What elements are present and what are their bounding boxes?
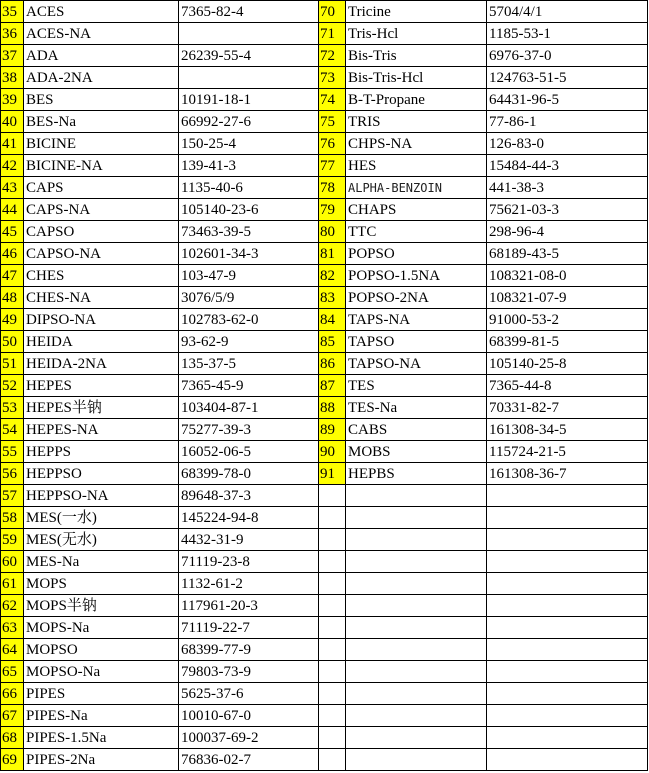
product-name-cell[interactable]: MOPS: [24, 573, 179, 595]
row-number-cell[interactable]: 63: [1, 617, 24, 639]
table-row: [1, 243, 648, 265]
product-name-cell[interactable]: HEPES-NA: [24, 419, 179, 441]
table-row: [1, 309, 648, 331]
cas-number-cell[interactable]: [487, 595, 648, 617]
cas-number-cell[interactable]: 145224-94-8: [179, 507, 319, 529]
product-name-cell[interactable]: MOPS半钠: [24, 595, 179, 617]
cas-number-cell[interactable]: 102601-34-3: [179, 243, 319, 265]
product-name-cell[interactable]: PIPES-1.5Na: [24, 727, 179, 749]
product-name-cell[interactable]: ACES-NA: [24, 23, 179, 45]
cas-number-cell[interactable]: 71119-22-7: [179, 617, 319, 639]
product-name-cell[interactable]: CAPSO-NA: [24, 243, 179, 265]
table-row: [1, 133, 648, 155]
row-number-cell[interactable]: 50: [1, 331, 24, 353]
product-name-cell[interactable]: HEPPSO: [24, 463, 179, 485]
cas-number-cell[interactable]: 117961-20-3: [179, 595, 319, 617]
cas-number-cell[interactable]: [487, 661, 648, 683]
product-name-cell[interactable]: MES(无水): [24, 529, 179, 551]
product-name-cell[interactable]: Bis-Tris: [346, 45, 487, 67]
row-number-cell[interactable]: 65: [1, 661, 24, 683]
row-number-cell[interactable]: 71: [319, 23, 346, 45]
table-body: [1, 1, 648, 771]
cas-number-cell[interactable]: 103-47-9: [179, 265, 319, 287]
table-row: [1, 397, 648, 419]
product-name-cell[interactable]: [346, 705, 487, 727]
cas-number-cell[interactable]: [487, 639, 648, 661]
row-number-cell[interactable]: 90: [319, 441, 346, 463]
cas-number-cell[interactable]: 150-25-4: [179, 133, 319, 155]
product-name-cell[interactable]: [346, 485, 487, 507]
table-row: [1, 331, 648, 353]
table-row: [1, 111, 648, 133]
product-name-cell[interactable]: POPSO-1.5NA: [346, 265, 487, 287]
cas-number-cell[interactable]: 6976-37-0: [487, 45, 648, 67]
cas-number-cell[interactable]: [179, 67, 319, 89]
product-name-cell[interactable]: [346, 595, 487, 617]
cas-number-cell[interactable]: 66992-27-6: [179, 111, 319, 133]
cas-number-cell[interactable]: [487, 705, 648, 727]
product-name-cell[interactable]: [346, 617, 487, 639]
row-number-cell[interactable]: 52: [1, 375, 24, 397]
row-number-cell[interactable]: 49: [1, 309, 24, 331]
cas-number-cell[interactable]: 16052-06-5: [179, 441, 319, 463]
row-number-cell[interactable]: 87: [319, 375, 346, 397]
row-number-cell[interactable]: 68: [1, 727, 24, 749]
cas-number-cell[interactable]: 7365-44-8: [487, 375, 648, 397]
table-row: [1, 529, 648, 551]
row-number-cell[interactable]: 43: [1, 177, 24, 199]
cas-number-cell[interactable]: [487, 573, 648, 595]
product-name-cell[interactable]: MES-Na: [24, 551, 179, 573]
cas-number-cell[interactable]: 70331-82-7: [487, 397, 648, 419]
cas-number-cell[interactable]: 108321-07-9: [487, 287, 648, 309]
cas-number-cell[interactable]: 5625-37-6: [179, 683, 319, 705]
cas-number-cell[interactable]: 1185-53-1: [487, 23, 648, 45]
row-number-cell[interactable]: 70: [319, 1, 346, 23]
product-name-cell[interactable]: TAPSO: [346, 331, 487, 353]
product-name-cell[interactable]: POPSO-2NA: [346, 287, 487, 309]
row-number-cell[interactable]: 84: [319, 309, 346, 331]
cas-number-cell[interactable]: 75621-03-3: [487, 199, 648, 221]
row-number-cell[interactable]: 80: [319, 221, 346, 243]
cas-number-cell[interactable]: 68399-77-9: [179, 639, 319, 661]
table-row: [1, 507, 648, 529]
row-number-cell[interactable]: 60: [1, 551, 24, 573]
product-name-cell[interactable]: MOPSO-Na: [24, 661, 179, 683]
cas-number-cell[interactable]: 10191-18-1: [179, 89, 319, 111]
product-name-cell[interactable]: BES: [24, 89, 179, 111]
table-row: [1, 485, 648, 507]
product-name-cell[interactable]: [346, 683, 487, 705]
row-number-cell[interactable]: 76: [319, 133, 346, 155]
product-name-cell[interactable]: PIPES-Na: [24, 705, 179, 727]
cas-number-cell[interactable]: [487, 727, 648, 749]
cas-number-cell[interactable]: 100037-69-2: [179, 727, 319, 749]
cas-number-cell[interactable]: [487, 551, 648, 573]
product-name-cell[interactable]: [346, 661, 487, 683]
cas-number-cell[interactable]: 79803-73-9: [179, 661, 319, 683]
row-number-cell[interactable]: 86: [319, 353, 346, 375]
row-number-cell[interactable]: 67: [1, 705, 24, 727]
table-row: [1, 573, 648, 595]
row-number-cell[interactable]: 54: [1, 419, 24, 441]
cas-number-cell[interactable]: 105140-25-8: [487, 353, 648, 375]
product-name-cell[interactable]: HEPES: [24, 375, 179, 397]
row-number-cell[interactable]: 53: [1, 397, 24, 419]
row-number-cell[interactable]: [319, 705, 346, 727]
product-name-cell[interactable]: Tris-Hcl: [346, 23, 487, 45]
row-number-cell[interactable]: 81: [319, 243, 346, 265]
row-number-cell[interactable]: 39: [1, 89, 24, 111]
product-name-cell[interactable]: CABS: [346, 419, 487, 441]
row-number-cell[interactable]: 45: [1, 221, 24, 243]
product-name-cell[interactable]: Tricine: [346, 1, 487, 23]
table-row: [1, 199, 648, 221]
product-name-cell[interactable]: HEPES半钠: [24, 397, 179, 419]
product-name-cell[interactable]: Bis-Tris-Hcl: [346, 67, 487, 89]
cas-number-cell[interactable]: 115724-21-5: [487, 441, 648, 463]
cas-number-cell[interactable]: [487, 617, 648, 639]
product-name-cell[interactable]: CAPS: [24, 177, 179, 199]
product-name-cell[interactable]: ALPHA-BENZOIN: [346, 177, 487, 199]
table-row: [1, 683, 648, 705]
row-number-cell[interactable]: 58: [1, 507, 24, 529]
cas-number-cell[interactable]: 1132-61-2: [179, 573, 319, 595]
row-number-cell[interactable]: 79: [319, 199, 346, 221]
cas-number-cell[interactable]: 1135-40-6: [179, 177, 319, 199]
row-number-cell[interactable]: 35: [1, 1, 24, 23]
cas-number-cell[interactable]: 89648-37-3: [179, 485, 319, 507]
row-number-cell[interactable]: [319, 551, 346, 573]
row-number-cell[interactable]: 38: [1, 67, 24, 89]
cas-number-cell[interactable]: [487, 529, 648, 551]
cas-number-cell[interactable]: 108321-08-0: [487, 265, 648, 287]
cas-number-cell[interactable]: 15484-44-3: [487, 155, 648, 177]
cas-number-cell[interactable]: 64431-96-5: [487, 89, 648, 111]
row-number-cell[interactable]: 74: [319, 89, 346, 111]
cas-number-cell[interactable]: 135-37-5: [179, 353, 319, 375]
product-name-cell[interactable]: MOPSO: [24, 639, 179, 661]
cas-number-cell[interactable]: 71119-23-8: [179, 551, 319, 573]
cas-number-cell[interactable]: 68399-78-0: [179, 463, 319, 485]
cas-number-cell[interactable]: 7365-82-4: [179, 1, 319, 23]
row-number-cell[interactable]: 89: [319, 419, 346, 441]
product-name-cell[interactable]: [346, 749, 487, 771]
row-number-cell[interactable]: 42: [1, 155, 24, 177]
row-number-cell[interactable]: [319, 529, 346, 551]
product-name-cell[interactable]: TES: [346, 375, 487, 397]
table-row: [1, 177, 648, 199]
cas-number-cell[interactable]: 124763-51-5: [487, 67, 648, 89]
row-number-cell[interactable]: 40: [1, 111, 24, 133]
product-name-cell[interactable]: POPSO: [346, 243, 487, 265]
product-name-cell[interactable]: CAPSO: [24, 221, 179, 243]
table-row: [1, 705, 648, 727]
cas-number-cell[interactable]: 75277-39-3: [179, 419, 319, 441]
product-name-cell[interactable]: PIPES-2Na: [24, 749, 179, 771]
table-row: [1, 221, 648, 243]
table-row: [1, 89, 648, 111]
table-row: [1, 45, 648, 67]
cas-number-cell[interactable]: 102783-62-0: [179, 309, 319, 331]
product-name-cell[interactable]: TAPS-NA: [346, 309, 487, 331]
row-number-cell[interactable]: 55: [1, 441, 24, 463]
product-name-cell[interactable]: TES-Na: [346, 397, 487, 419]
row-number-cell[interactable]: 72: [319, 45, 346, 67]
product-name-cell[interactable]: MOBS: [346, 441, 487, 463]
table-row: [1, 441, 648, 463]
product-name-cell[interactable]: TRIS: [346, 111, 487, 133]
product-name-cell[interactable]: TTC: [346, 221, 487, 243]
product-name-cell[interactable]: CHES-NA: [24, 287, 179, 309]
table-row: [1, 463, 648, 485]
table-row: [1, 353, 648, 375]
table-row: [1, 749, 648, 771]
table-row: [1, 727, 648, 749]
cas-number-cell[interactable]: 126-83-0: [487, 133, 648, 155]
table-row: [1, 23, 648, 45]
cas-number-cell[interactable]: 5704/4/1: [487, 1, 648, 23]
product-name-cell[interactable]: ADA: [24, 45, 179, 67]
row-number-cell[interactable]: 66: [1, 683, 24, 705]
row-number-cell[interactable]: 47: [1, 265, 24, 287]
row-number-cell[interactable]: 73: [319, 67, 346, 89]
cas-number-cell[interactable]: [487, 485, 648, 507]
row-number-cell[interactable]: [319, 617, 346, 639]
row-number-cell[interactable]: 88: [319, 397, 346, 419]
row-number-cell[interactable]: 75: [319, 111, 346, 133]
product-name-cell[interactable]: HEIDA-2NA: [24, 353, 179, 375]
row-number-cell[interactable]: 51: [1, 353, 24, 375]
table-row: [1, 595, 648, 617]
cas-number-cell[interactable]: 93-62-9: [179, 331, 319, 353]
row-number-cell[interactable]: [319, 507, 346, 529]
product-name-cell[interactable]: [346, 727, 487, 749]
cas-number-cell[interactable]: 139-41-3: [179, 155, 319, 177]
row-number-cell[interactable]: [319, 749, 346, 771]
product-name-cell[interactable]: HEPPS: [24, 441, 179, 463]
row-number-cell[interactable]: 61: [1, 573, 24, 595]
row-number-cell[interactable]: 83: [319, 287, 346, 309]
row-number-cell[interactable]: 91: [319, 463, 346, 485]
product-name-cell[interactable]: B-T-Propane: [346, 89, 487, 111]
product-name-cell[interactable]: HEPBS: [346, 463, 487, 485]
cas-number-cell[interactable]: [487, 683, 648, 705]
row-number-cell[interactable]: 62: [1, 595, 24, 617]
product-name-cell[interactable]: CAPS-NA: [24, 199, 179, 221]
cas-number-cell[interactable]: 77-86-1: [487, 111, 648, 133]
cas-number-cell[interactable]: 76836-02-7: [179, 749, 319, 771]
cas-number-cell[interactable]: 73463-39-5: [179, 221, 319, 243]
product-name-cell[interactable]: MOPS-Na: [24, 617, 179, 639]
cas-number-cell[interactable]: 68399-81-5: [487, 331, 648, 353]
product-name-cell[interactable]: CHPS-NA: [346, 133, 487, 155]
cas-number-cell[interactable]: 68189-43-5: [487, 243, 648, 265]
table-row: [1, 265, 648, 287]
row-number-cell[interactable]: 46: [1, 243, 24, 265]
row-number-cell[interactable]: 41: [1, 133, 24, 155]
product-name-cell[interactable]: MES(一水): [24, 507, 179, 529]
row-number-cell[interactable]: 59: [1, 529, 24, 551]
product-name-cell[interactable]: ADA-2NA: [24, 67, 179, 89]
cas-number-cell[interactable]: 105140-23-6: [179, 199, 319, 221]
cas-number-cell[interactable]: 441-38-3: [487, 177, 648, 199]
product-name-cell[interactable]: [346, 573, 487, 595]
product-name-cell[interactable]: DIPSO-NA: [24, 309, 179, 331]
cas-number-cell[interactable]: 7365-45-9: [179, 375, 319, 397]
product-name-cell[interactable]: HEPPSO-NA: [24, 485, 179, 507]
table-row: [1, 375, 648, 397]
row-number-cell[interactable]: 44: [1, 199, 24, 221]
cas-number-cell[interactable]: 10010-67-0: [179, 705, 319, 727]
row-number-cell[interactable]: 82: [319, 265, 346, 287]
product-name-cell[interactable]: [346, 639, 487, 661]
cas-number-cell[interactable]: 161308-36-7: [487, 463, 648, 485]
product-name-cell[interactable]: CHAPS: [346, 199, 487, 221]
product-name-cell[interactable]: TAPSO-NA: [346, 353, 487, 375]
row-number-cell[interactable]: [319, 683, 346, 705]
row-number-cell[interactable]: [319, 485, 346, 507]
product-name-cell[interactable]: HES: [346, 155, 487, 177]
product-name-cell[interactable]: ACES: [24, 1, 179, 23]
product-name-cell[interactable]: BES-Na: [24, 111, 179, 133]
cas-number-cell[interactable]: 91000-53-2: [487, 309, 648, 331]
row-number-cell[interactable]: 69: [1, 749, 24, 771]
product-name-cell[interactable]: [346, 551, 487, 573]
cas-number-cell[interactable]: 103404-87-1: [179, 397, 319, 419]
product-name-cell[interactable]: [346, 507, 487, 529]
product-name-cell[interactable]: BICINE: [24, 133, 179, 155]
table-row: [1, 661, 648, 683]
cas-number-cell[interactable]: 3076/5/9: [179, 287, 319, 309]
row-number-cell[interactable]: 85: [319, 331, 346, 353]
cas-number-cell[interactable]: [487, 507, 648, 529]
row-number-cell[interactable]: [319, 595, 346, 617]
row-number-cell[interactable]: 64: [1, 639, 24, 661]
cas-number-cell[interactable]: [179, 23, 319, 45]
row-number-cell[interactable]: [319, 639, 346, 661]
cas-number-cell[interactable]: [487, 749, 648, 771]
product-name-cell[interactable]: PIPES: [24, 683, 179, 705]
row-number-cell[interactable]: 56: [1, 463, 24, 485]
table-row: [1, 287, 648, 309]
product-name-cell[interactable]: [346, 529, 487, 551]
row-number-cell[interactable]: 77: [319, 155, 346, 177]
table-row: [1, 419, 648, 441]
row-number-cell[interactable]: [319, 661, 346, 683]
row-number-cell[interactable]: 37: [1, 45, 24, 67]
row-number-cell[interactable]: 78: [319, 177, 346, 199]
row-number-cell[interactable]: 48: [1, 287, 24, 309]
product-name-cell[interactable]: CHES: [24, 265, 179, 287]
row-number-cell[interactable]: 57: [1, 485, 24, 507]
row-number-cell[interactable]: 36: [1, 23, 24, 45]
cas-number-cell[interactable]: 26239-55-4: [179, 45, 319, 67]
product-name-cell[interactable]: BICINE-NA: [24, 155, 179, 177]
product-name-cell[interactable]: HEIDA: [24, 331, 179, 353]
table-row: [1, 639, 648, 661]
table-row: [1, 67, 648, 89]
row-number-cell[interactable]: [319, 727, 346, 749]
cas-number-cell[interactable]: 4432-31-9: [179, 529, 319, 551]
table-row: [1, 155, 648, 177]
table-row: [1, 551, 648, 573]
table-row: [1, 1, 648, 23]
cas-number-cell[interactable]: 298-96-4: [487, 221, 648, 243]
table-row: [1, 617, 648, 639]
row-number-cell[interactable]: [319, 573, 346, 595]
cas-number-cell[interactable]: 161308-34-5: [487, 419, 648, 441]
